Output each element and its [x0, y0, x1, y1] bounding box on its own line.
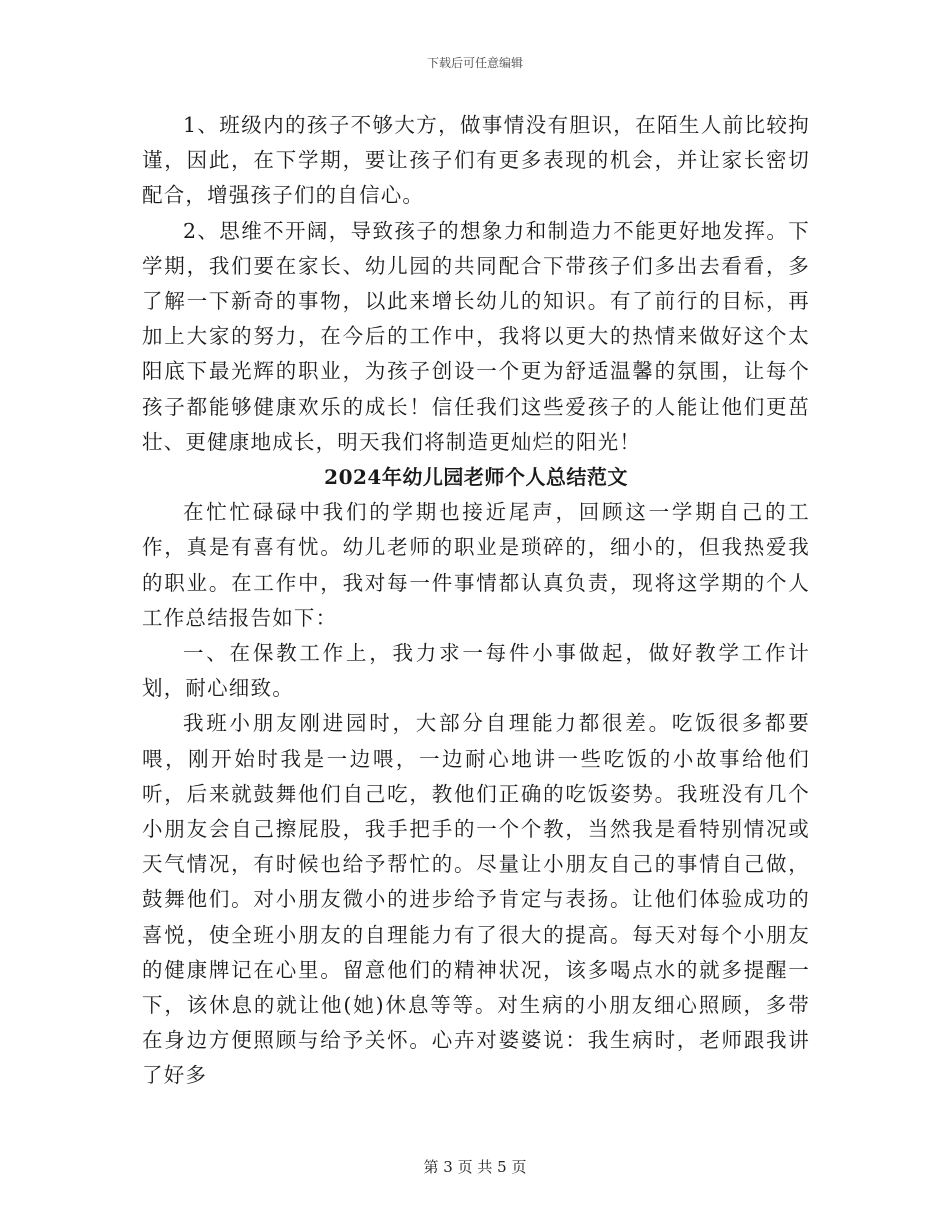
document-body: [142, 108, 810, 1094]
paragraph-narrow-thinking: 2、思维不开阔，导致孩子的想象力和制造力不能更好地发挥。下学期，我们要在家长、幼儿园的共同配合下带孩子们多出去看看，多了解一下新奇的事物，以此来增长幼儿的知识。有了前行的目标，再加上大家的努力，在今后的工作中，我将以更大的热情来做好这个太阳底下最光辉的职业，为孩子创设一个更为舒适温馨的氛围，让每个孩子都能够健康欢乐的成长！信任我们这些爱孩子的人能让他们更茁壮、更健康地成长，明天我们将制造更灿烂的阳光！: [142, 218, 810, 454]
paragraph-intro: 在忙忙碌碌中我们的学期也接近尾声，回顾这一学期自己的工作，真是有喜有忧。幼儿老师的职业是琐碎的，细小的，但我热爱我的职业。在工作中，我对每一件事情都认真负责，现将这学期的个人工作总结报告如下：: [142, 500, 810, 630]
paragraph-shy-children: 1、班级内的孩子不够大方，做事情没有胆识，在陌生人前比较拘谨，因此，在下学期，要让孩子们有更多表现的机会，并让家长密切配合，增强孩子们的自信心。: [142, 113, 810, 208]
page-number-footer: 第 3 页 共 5 页: [423, 1158, 527, 1176]
page-header-note: 下载后可任意编辑: [426, 56, 523, 70]
paragraph-self-care: 我班小朋友刚进园时，大部分自理能力都很差。吃饭很多都要喂，刚开始时我是一边喂，一边耐心地讲一些吃饭的小故事给他们听，后来就鼓舞他们自己吃，教他们正确的吃饭姿势。我班没有几个小朋友会自己擦屁股，我手把手的一个个教，当然我是看特别情况或天气情况，有时候也给予帮忙的。尽量让小朋友自己的事情自己做，鼓舞他们。对小朋友微小的进步给予肯定与表扬。让他们体验成功的喜悦，使全班小朋友的自理能力有了很大的提高。每天对每个小朋友的健康牌记在心里。留意他们的精神状况，该多喝点水的就多提醒一下，该休息的就让他(她)休息等等。对生病的小朋友细心照顾，多带在身边方便照顾与给予关怀。心卉对婆婆说：我生病时，老师跟我讲了好多: [142, 711, 810, 1088]
paragraph-section-one: 一、在保教工作上，我力求一每件小事做起，做好教学工作计划，耐心细致。: [142, 641, 810, 701]
document-title: 2024年幼儿园老师个人总结范文: [324, 465, 628, 490]
